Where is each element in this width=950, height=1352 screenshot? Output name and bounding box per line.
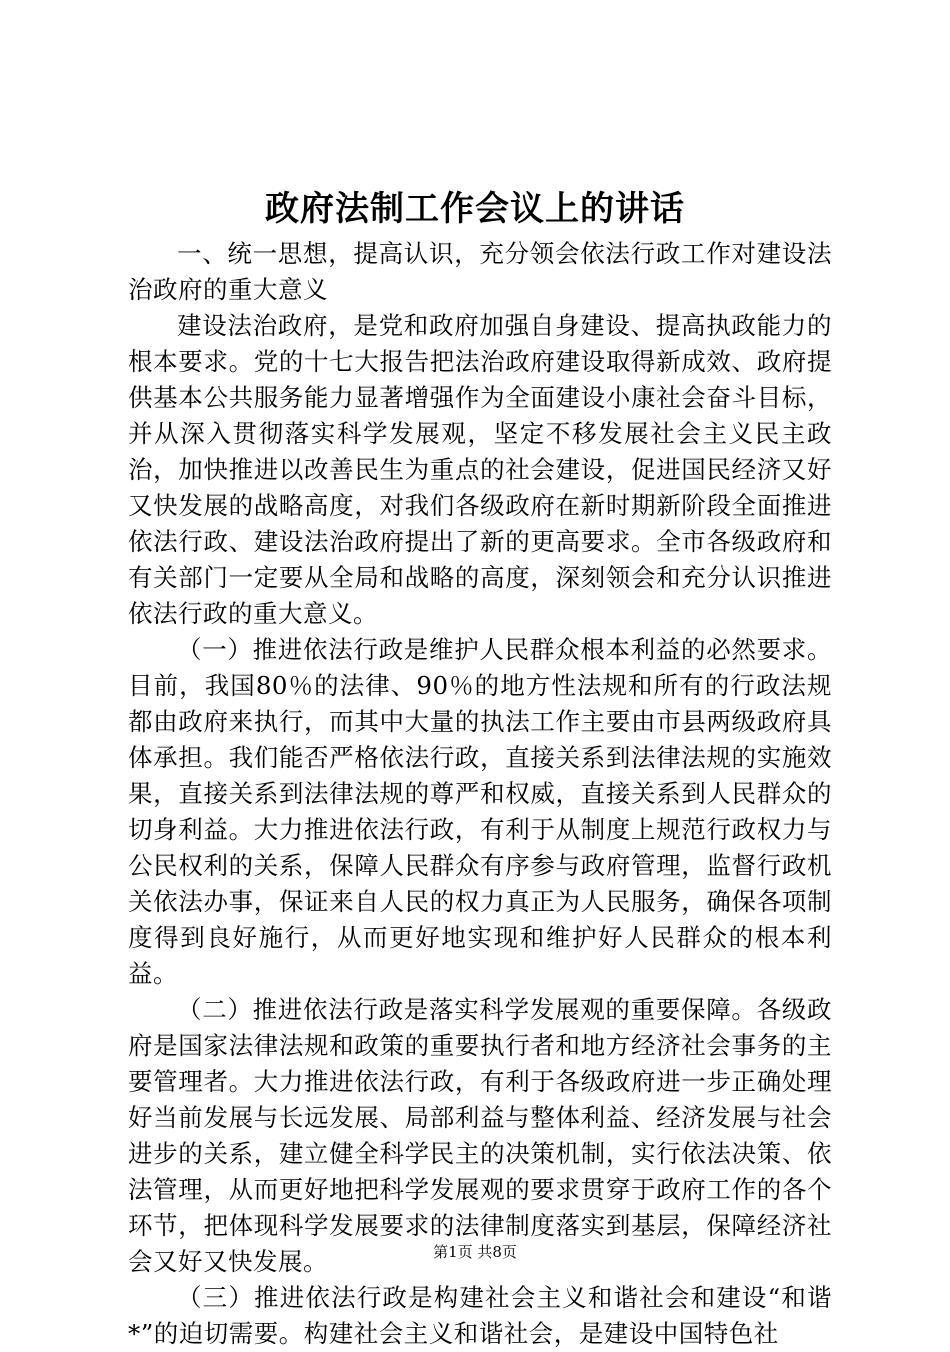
body-paragraph: （三）推进依法行政是构建社会主义和谐社会和建设“和谐*”的迫切需要。构建社会主义和谐社会，是建设中国特色社 [128, 1283, 832, 1348]
body-paragraph: 建设法治政府，是党和政府加强自身建设、提高执政能力的根本要求。党的十七大报告把法治政府建设取得新成效、政府提供基本公共服务能力显著增强作为全面建设小康社会奋斗目标，并从深入贯彻落实科学发展观，坚定不移发展社会主义民主政治，加快推进以改善民生为重点的社会建设，促进国民经济又好又快发展的战略高度，对我们各级政府在新时期新阶段全面推进依法行政、建设法治政府提出了新的更高要求。全市各级政府和有关部门一定要从全局和战略的高度，深刻领会和充分认识推进依法行政的重大意义。 [128, 311, 832, 628]
page-number-footer: 第1页 共8页 [433, 1243, 517, 1261]
body-paragraph: （二）推进依法行政是落实科学发展观的重要保障。各级政府是国家法律法规和政策的重要执行者和地方经济社会事务的主要管理者。大力推进依法行政，有利于各级政府进一步正确处理好当前发展与长远发展、局部利益与整体利益、经济发展与社会进步的关系，建立健全科学民主的决策机制，实行依法决策、依法管理，从而更好地把科学发展观的要求贯穿于政府工作的各个环节，把体现科学发展要求的法律制度落实到基层，保障经济社会又好又快发展。 [128, 995, 832, 1276]
body-paragraph: （一）推进依法行政是维护人民群众根本利益的必然要求。目前，我国80％的法律、90％的地方性法规和所有的行政法规都由政府来执行，而其中大量的执法工作主要由市县两级政府具体承担。我们能否严格依法行政，直接关系到法律法规的实施效果，直接关系到法律法规的尊严和权威，直接关系到人民群众的切身利益。大力推进依法行政，有利于从制度上规范行政权力与公民权利的关系，保障人民群众有序参与政府管理，监督行政机关依法办事，保证来自人民的权力真正为人民服务，确保各项制度得到良好施行，从而更好地实现和维护好人民群众的根本利益。 [128, 635, 832, 988]
document-body [128, 236, 832, 1352]
document-title: 政府法制工作会议上的讲话 [265, 189, 685, 229]
section-heading-paragraph: 一、统一思想，提高认识，充分领会依法行政工作对建设法治政府的重大意义 [128, 239, 832, 304]
